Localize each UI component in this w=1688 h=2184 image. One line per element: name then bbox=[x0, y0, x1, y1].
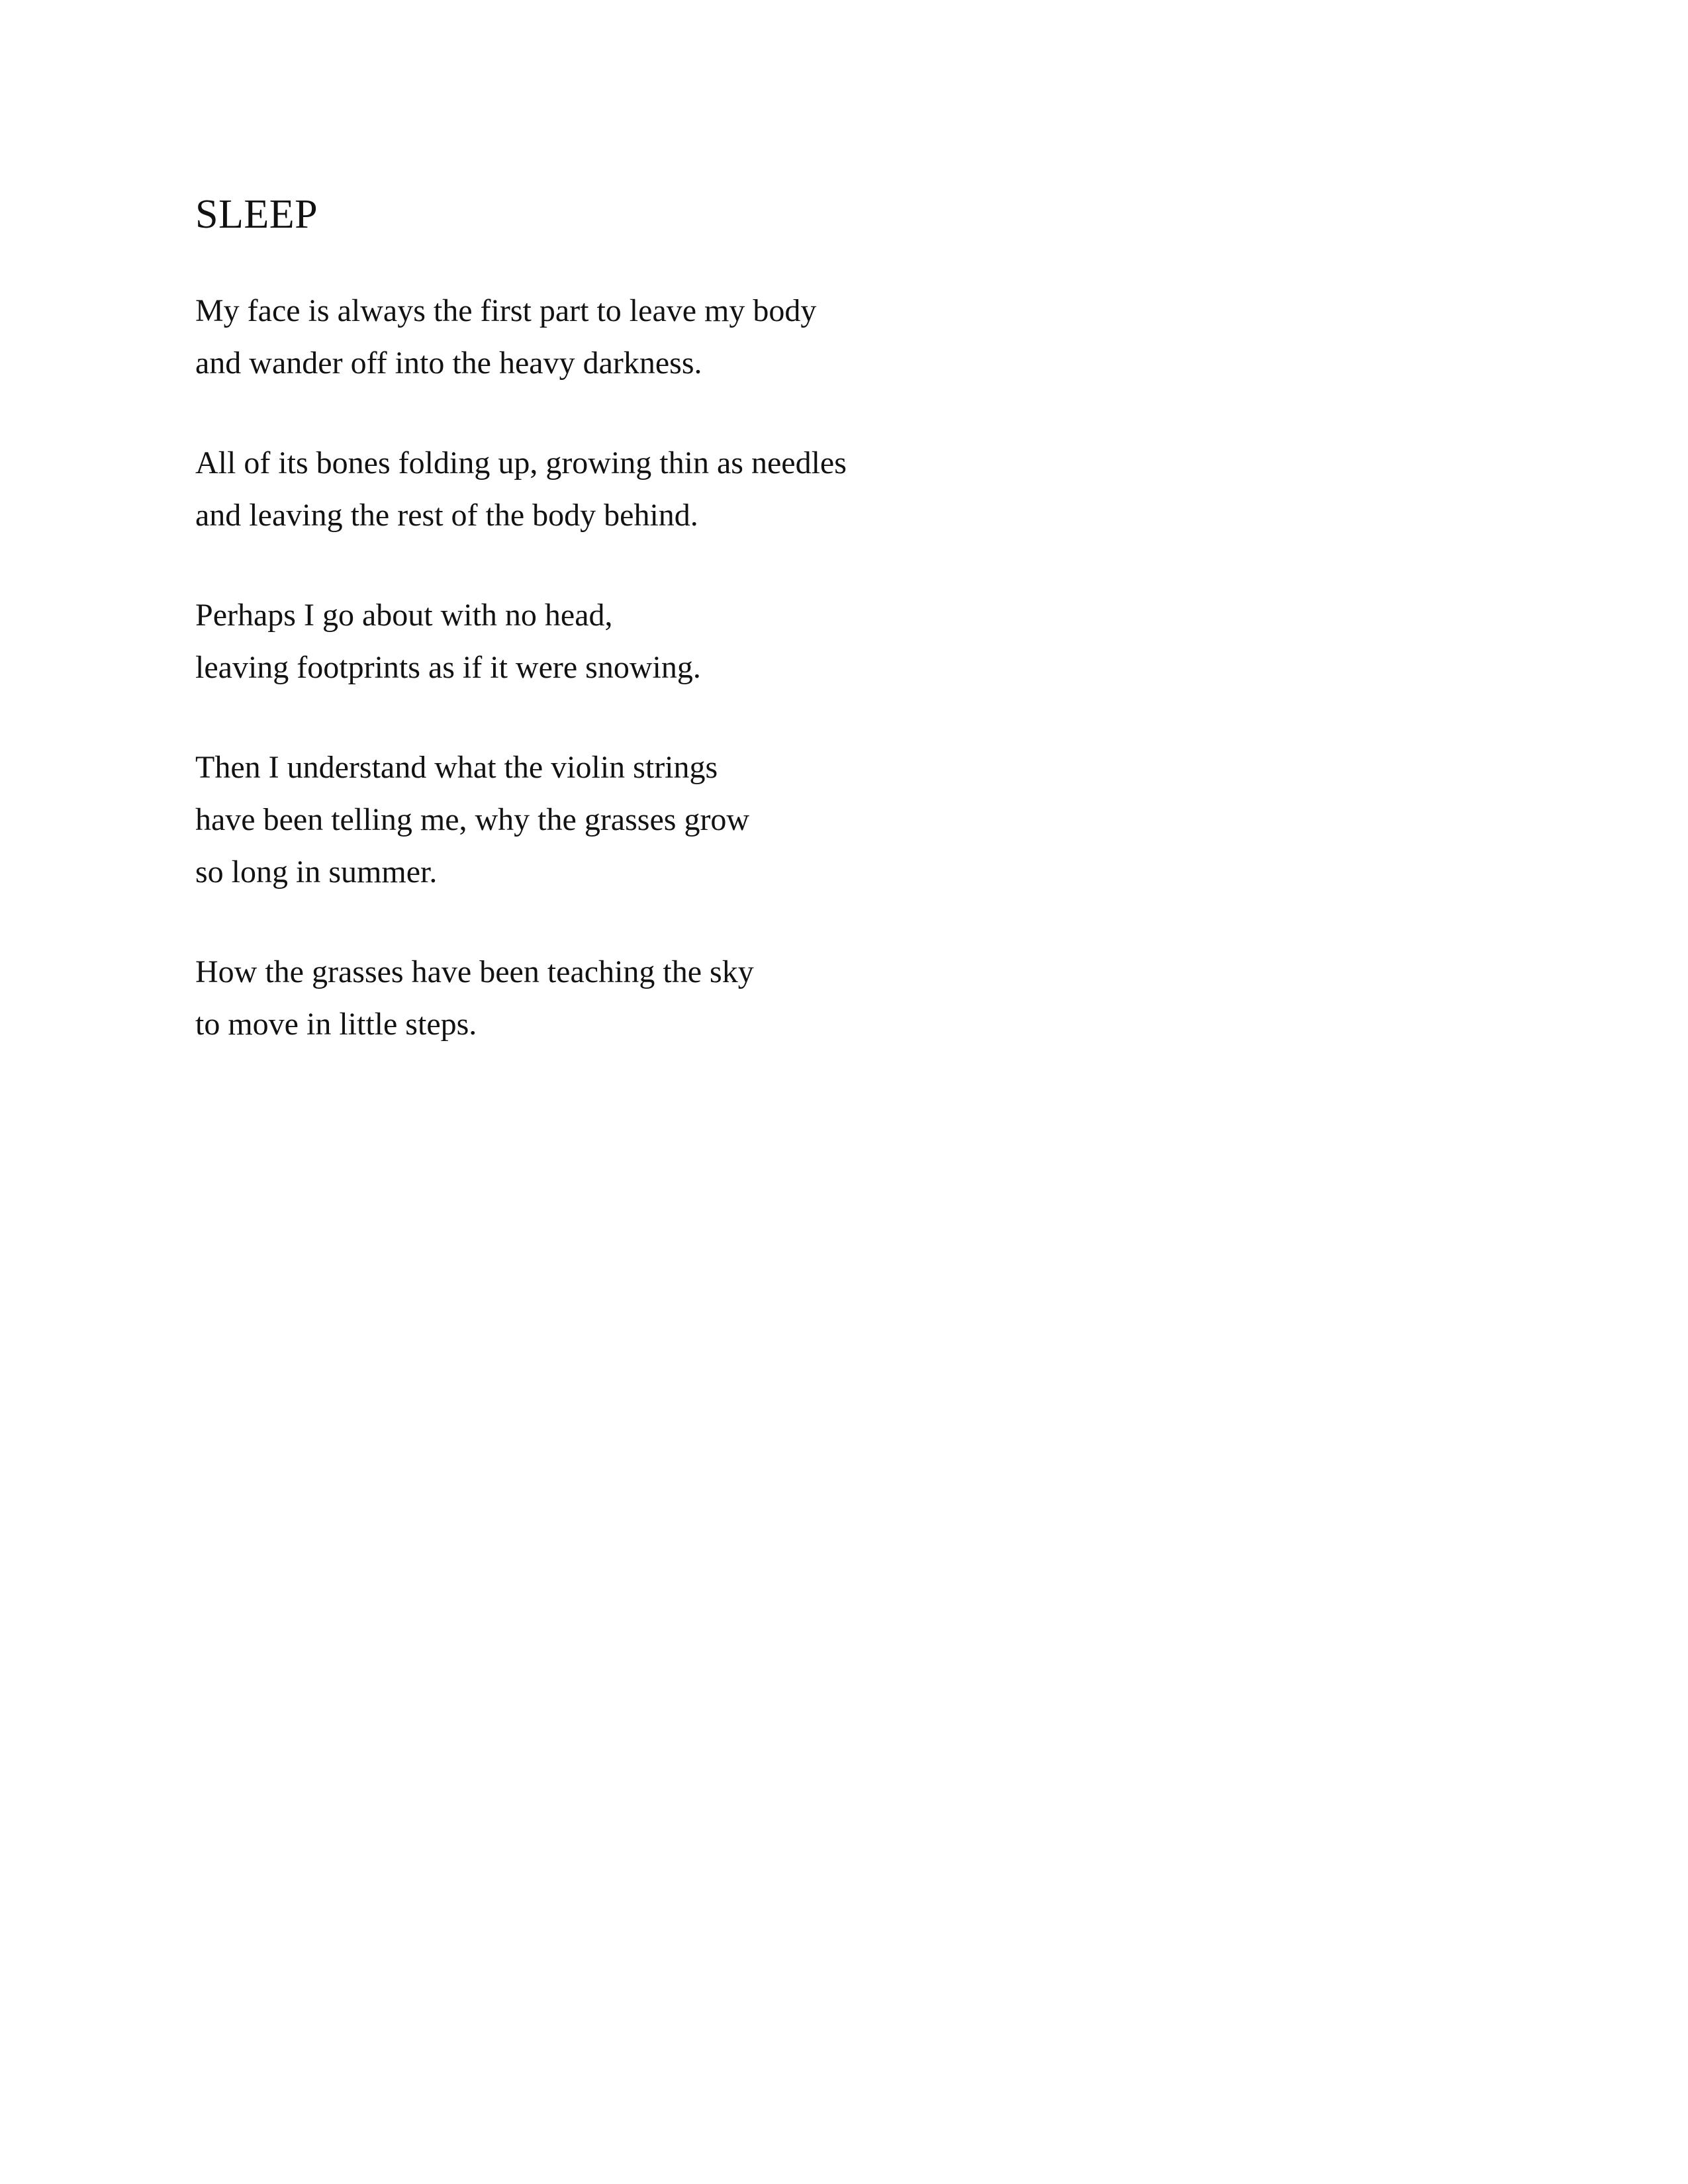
poem-line: leaving footprints as if it were snowing. bbox=[195, 650, 701, 686]
stanza-4 bbox=[195, 741, 1188, 898]
poem-line: and leaving the rest of the body behind. bbox=[195, 498, 698, 533]
poem-line: and wander off into the heavy darkness. bbox=[195, 345, 702, 381]
stanza-2 bbox=[195, 437, 1188, 541]
poem-line: My face is always the first part to leave my body bbox=[195, 293, 817, 329]
poem-line: How the grasses have been teaching the sky bbox=[195, 954, 754, 990]
poem-line: All of its bones folding up, growing thin as needles bbox=[195, 445, 847, 481]
poem-line: have been telling me, why the grasses grow bbox=[195, 802, 750, 838]
stanza-3 bbox=[195, 589, 1188, 694]
poem-line: Perhaps I go about with no head, bbox=[195, 598, 613, 633]
poem-line: so long in summer. bbox=[195, 854, 438, 890]
stanza-5 bbox=[195, 946, 1188, 1050]
stanza-1 bbox=[195, 285, 1188, 389]
poem-line: Then I understand what the violin strings bbox=[195, 750, 718, 786]
poem-line: to move in little steps. bbox=[195, 1007, 477, 1042]
page-title: SLEEP bbox=[195, 192, 318, 237]
poem-body bbox=[195, 192, 1188, 1050]
